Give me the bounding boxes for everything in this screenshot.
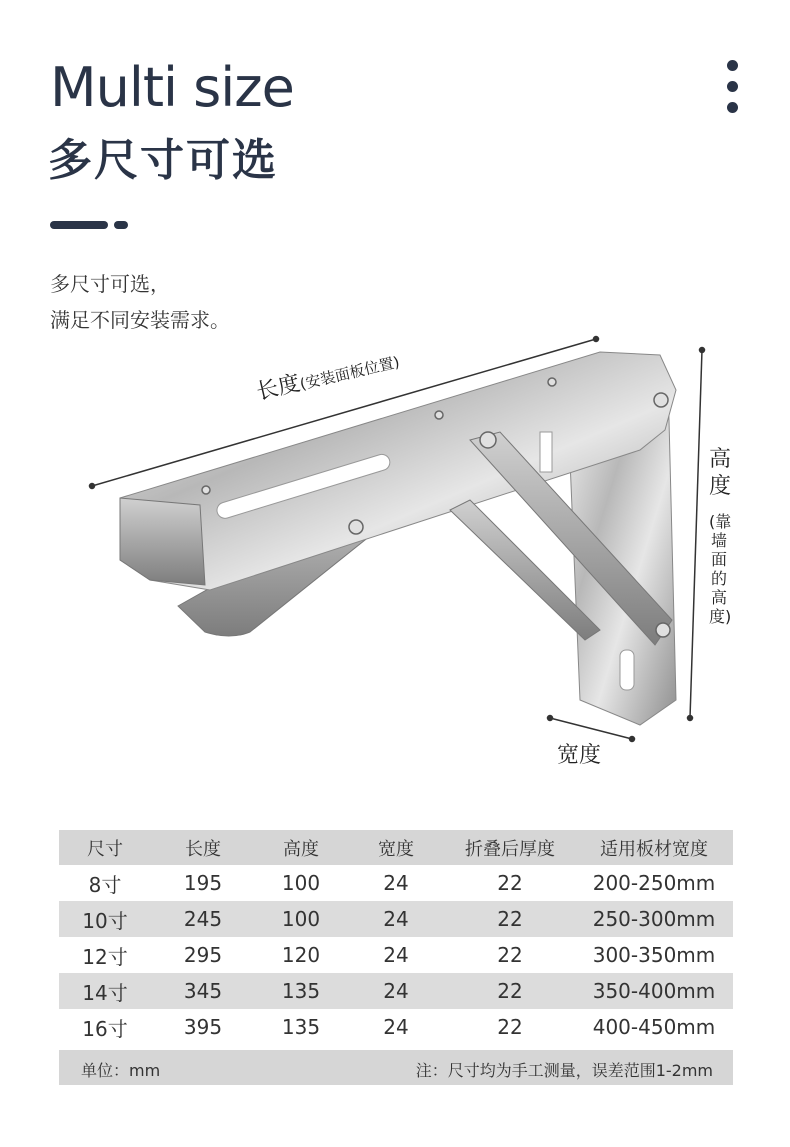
table-cell: 250-300mm: [575, 901, 733, 937]
height-note: (靠墙面的高度): [709, 512, 732, 626]
table-cell: 12寸: [82, 944, 128, 969]
table-cell: 14寸: [59, 973, 151, 1009]
table-cell: 8寸: [88, 872, 122, 897]
table-cell: 24: [383, 871, 409, 895]
rivet-icon: [480, 432, 496, 448]
rivet-icon: [656, 623, 670, 637]
width-label: 宽度: [557, 743, 602, 768]
table-header-cell: 长度: [151, 830, 255, 865]
more-vertical-icon: [727, 60, 739, 123]
rivet-icon: [435, 411, 443, 419]
length-note: (安装面板位置): [298, 352, 402, 394]
table-cell: 22: [445, 973, 575, 1009]
table-cell: 22: [445, 901, 575, 937]
table-row: [59, 973, 733, 1009]
table-cell: 24: [347, 973, 445, 1009]
table-cell: 100: [281, 871, 321, 895]
table-cell: 135: [281, 1015, 321, 1039]
title-english: Multi size: [50, 56, 294, 119]
table-cell: 345: [151, 973, 255, 1009]
table-cell: 10寸: [59, 901, 151, 937]
table-header-cell: 尺寸: [59, 830, 151, 865]
table-cell: 24: [347, 901, 445, 937]
rivet-icon: [548, 378, 556, 386]
table-cell: 200-250mm: [592, 871, 716, 895]
table-cell: 395: [183, 1015, 223, 1039]
rivet-icon: [654, 393, 668, 407]
height-label: 高度: [708, 447, 731, 499]
table-cell: 24: [383, 943, 409, 967]
table-cell: 22: [497, 871, 523, 895]
table-cell: 295: [183, 943, 223, 967]
height-dimension-line: [688, 348, 705, 721]
table-cell: 22: [497, 943, 523, 967]
rivet-icon: [349, 520, 363, 534]
table-cell: 300-350mm: [592, 943, 716, 967]
size-spec-table: [59, 830, 733, 1045]
table-cell: 350-400mm: [575, 973, 733, 1009]
table-header-row: [59, 830, 733, 865]
table-cell: 100: [255, 901, 347, 937]
length-label: 长度(安装面板位置): [254, 352, 402, 406]
table-footer: [59, 1050, 733, 1085]
table-row: [59, 937, 733, 973]
bracket-illustration: [0, 330, 790, 790]
table-header-cell: 适用板材宽度: [575, 830, 733, 865]
table-header-cell: 高度: [255, 830, 347, 865]
table-row: [59, 1009, 733, 1045]
description-line-1: 多尺寸可选，: [50, 272, 170, 296]
table-cell: 16寸: [82, 1016, 128, 1041]
table-cell: 245: [151, 901, 255, 937]
description: [50, 266, 230, 338]
table-cell: 400-450mm: [592, 1015, 716, 1039]
table-cell: 22: [497, 1015, 523, 1039]
measurement-note: 注：尺寸均为手工测量，误差范围1-2mm: [415, 1061, 713, 1080]
description-line-2: 满足不同安装需求。: [50, 308, 230, 332]
table-header-cell: 宽度: [347, 830, 445, 865]
table-header-cell: 折叠后厚度: [445, 830, 575, 865]
table-cell: 24: [383, 1015, 409, 1039]
table-cell: 195: [183, 871, 223, 895]
decorative-dot: [114, 221, 128, 229]
rivet-icon: [202, 486, 210, 494]
table-cell: 120: [281, 943, 321, 967]
title-chinese: 多尺寸可选: [48, 135, 278, 186]
table-row: [59, 865, 733, 901]
decorative-bar: [50, 221, 108, 229]
table-cell: 135: [255, 973, 347, 1009]
unit-text: 单位：mm: [81, 1061, 161, 1080]
table-row: [59, 901, 733, 937]
